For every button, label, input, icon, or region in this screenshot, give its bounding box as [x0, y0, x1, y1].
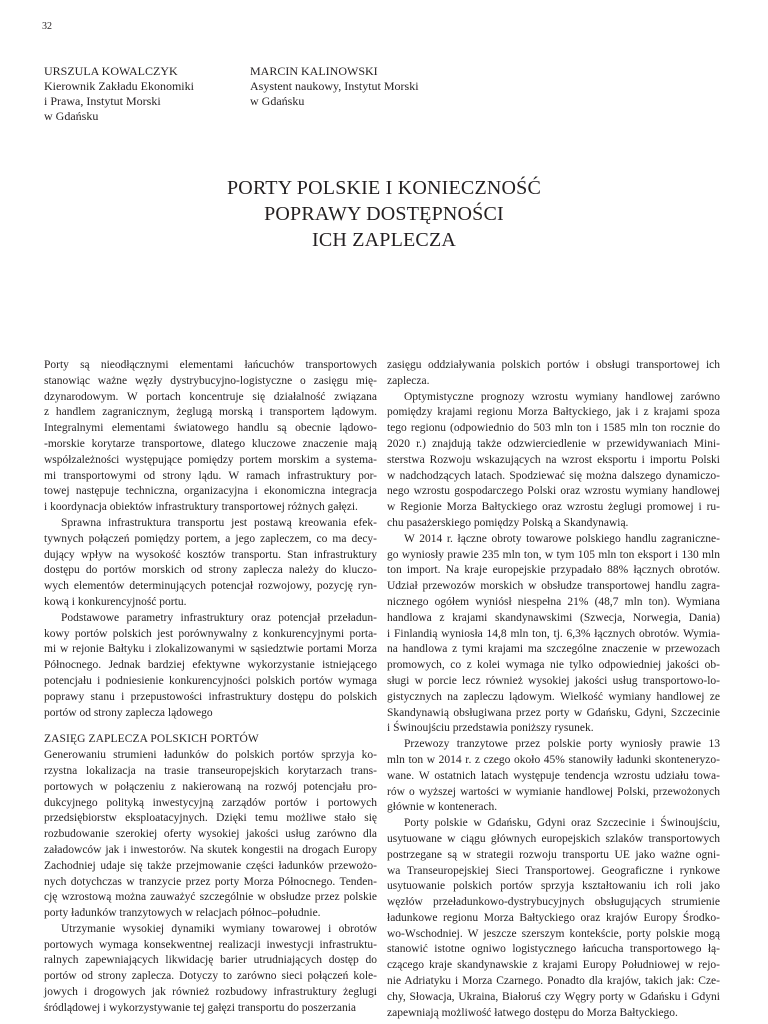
text-line: Integralnymi elementami światowego handlu są obecnie lądowo- [44, 422, 377, 435]
article-title [0, 175, 768, 253]
text-line: promowych, co z kolei wymaga nie tylko odpowiedniej jakości ob- [387, 659, 720, 672]
text-line: mi transportowymi od strony lądu. W ramach infrastruktury por- [44, 469, 377, 482]
text-line: sługi w porcie lecz również wysokiej jakości usług transportowo-lo- [387, 674, 720, 687]
text-line: portów od strony zaplecza lądowego [44, 706, 213, 719]
text-line: i koordynacja obiektów infrastruktury transportowej różnych gałęzi. [44, 501, 358, 514]
page-number: 32 [42, 21, 52, 32]
text-line: Utrzymanie wysokiej dynamiki wymiany towarowej i obrotów [61, 922, 377, 935]
text-line: i Świnoujściu przedstawia poniższy rysunek. [387, 722, 594, 735]
left-section-body [44, 748, 377, 1017]
text-line: W 2014 r. łączne obroty towarowe polskiego handlu zagraniczne- [404, 532, 720, 545]
text-line: Skandynawią obsługiwana przez porty w Gdańsku, Gdyni, Szczecinie [387, 706, 720, 719]
text-line: towej następuje techniczna, organizacyjna i ekonomiczna integracja [44, 485, 377, 498]
text-line: kowy portów polskich jest porównywalny z konkurencyjnymi porta- [44, 627, 377, 640]
text-line: pomiędzy krajami regionu Morza Bałtyckiego, jak i z krajami spoza [387, 406, 720, 419]
text-line: głównie w kontenerach. [387, 801, 498, 814]
text-line: stanowić istotne ogniwo logistycznego łańcucha transportowego łą- [387, 943, 720, 956]
author-affiliation-line: Kierownik Zakładu Ekonomiki [44, 79, 194, 93]
text-line: w Regionie Morza Bałtyckiego oraz wzrostu żeglugi promowej i ru- [387, 501, 720, 514]
text-line: tego regionu (odpowiednio do 503 mln ton i 1585 mln ton rocznie do [387, 422, 720, 435]
author-affiliation-line: w Gdańsku [250, 94, 305, 108]
paragraph [44, 611, 377, 722]
text-line: go wyniosły prawie 235 mln ton, w tym 105 mln ton eksport i 130 mln [387, 548, 720, 561]
text-line: portów od strony zaplecza. Dotyczy to zarówno sieci połączeń kole- [44, 970, 377, 983]
text-line: dujący wpływ na wysokość kosztów transportu. Stan infrastruktury [44, 548, 377, 561]
text-line: wo-Wschodniej. W jeszcze szerszym kontekście, porty polskie mogą [387, 927, 720, 940]
text-line: cję wzrostową można zauważyć szczególnie w obsłudze przez polskie [44, 891, 377, 904]
text-line: śródlądowej i wykorzystywanie tej gałęzi transportu do poszerzania [44, 1001, 356, 1014]
section-heading: ZASIĘG ZAPLECZA POLSKICH PORTÓW [44, 733, 259, 746]
text-line: załadowców jak i inwestorów. Na skutek kongestii na drogach Europy [44, 843, 377, 856]
text-line: Optymistyczne prognozy wzrostu wymiany handlowej zarówno [404, 390, 720, 403]
text-line: dzynarodowym. W portach koncentruje się działalność związana [44, 390, 377, 403]
text-line: jowych i drogowych jak również rozbudowy infrastruktury żeglugi [44, 986, 377, 999]
text-line: usytuowane w ciągu głównych europejskich szlaków transportowych [387, 832, 720, 845]
paragraph [44, 358, 377, 516]
author-block-2 [250, 64, 419, 109]
title-line: PORTY POLSKIE I KONIECZNOŚĆ [226, 177, 542, 199]
paragraph [44, 922, 377, 1017]
paragraph [387, 358, 720, 390]
text-line: węzłów przeładunkowo-dystrybucyjnych obsługujących strumienie [387, 896, 720, 909]
author-name: URSZULA KOWALCZYK [44, 64, 178, 78]
author-affiliation-line: i Prawa, Instytut Morski [44, 94, 161, 108]
text-line: w nadchodzących latach. Spodziewać się można dalszego dynamiczo- [387, 469, 720, 482]
text-line: Przewozy tranzytowe przez polskie porty wyniosły prawie 13 [404, 738, 720, 751]
text-line: potencjału i podniesienie konkurencyjności polskich portów wymaga [44, 674, 377, 687]
text-line: 2020 r.) znajdują także odzwierciedlenie w przewidywaniach Mini- [387, 437, 720, 450]
text-line: portowych wymaga konsekwentnej realizacji inwestycji infrastruktu- [44, 938, 377, 951]
text-line: chu pasażerskiego pomiędzy Polską a Skandynawią. [387, 516, 629, 529]
text-line: Północnego. Jednak bardziej efektywne wykorzystanie istniejącego [44, 659, 377, 672]
text-line: rozbudowanie szerokiej oferty wysokiej jakości usług zarówno dla [44, 828, 377, 841]
paragraph [44, 748, 377, 922]
paragraph [387, 816, 720, 1021]
text-line: kową i konkurencyjność portu. [44, 595, 187, 608]
paragraph [44, 516, 377, 611]
text-line: wych elementów determinujących potencjał rozwojowy, pozycję ryn- [44, 580, 377, 593]
text-line: z handlem zagranicznym, żeglugą morską i transportem lądowym. [44, 406, 377, 419]
text-line: nie Adriatyku i Morza Czarnego. Ponadto dla krajów, takich jak: Cze- [387, 975, 720, 988]
text-line: portowych w połączeniu z nakierowaną na rozwój potencjału pro- [44, 780, 377, 793]
text-line: dukcyjnego polityką inwestycyjną zarządów portów i portowych [44, 796, 377, 809]
text-line: Udział przewozów morskich w obsłudze transportowej handlu zagra- [387, 580, 720, 593]
text-line: gistycznych na zapleczu lądowym. Wielkość wymiany handlowej ze [387, 690, 720, 703]
text-line: stanowiąc ważne węzły dystrybucyjno-logistyczne o zasięgu mię- [44, 374, 377, 387]
text-line: tywnych połączeń pomiędzy portem, a jego zapleczem, co ma decy- [44, 532, 377, 545]
text-line: czącego kraje skandynawskie z krajami Europy Południowej w rejo- [387, 959, 720, 972]
text-line: mln ton w 2014 r. z czego około 45% stanowiły ładunki skonteneryzo- [387, 753, 720, 766]
text-line: porty ładunków tranzytowych w relacjach północ–południe. [44, 907, 321, 920]
text-line: nicznego ogółem wyniósł niespełna 21% (48,7 mln ton). Wymiana [387, 595, 720, 608]
left-intro [44, 358, 377, 721]
text-line: poprawy stanu i przepustowości infrastruktury dostępu do polskich [44, 690, 377, 703]
text-line: ładunkowe regionu Morza Bałtyckiego oraz krajów Europy Środko- [387, 911, 720, 924]
text-line: -morskie korytarze transportowe, dlatego kluczowe znaczenie mają [44, 437, 377, 450]
author-affiliation-line: w Gdańsku [44, 109, 99, 123]
text-line: zapewniają możliwość łatwego dostępu do Morza Bałtyckiego. [387, 1006, 678, 1019]
right-body [387, 358, 720, 1021]
title-line: ICH ZAPLECZA [311, 229, 457, 251]
paragraph [387, 737, 720, 816]
text-line: wane. W ostatnich latach występuje tendencja wzrostu udziału towa- [387, 769, 720, 782]
text-line: Porty są nieodłącznymi elementami łańcuchów transportowych [44, 359, 377, 371]
text-line: handlowa z krajami skandynawskimi (Szwecja, Norwegia, Dania) [387, 611, 720, 624]
right-column [387, 358, 720, 1021]
text-line: ralnych zapewniających likwidację barier utrudniających dostęp do [44, 954, 377, 967]
text-line: rów o wyższej wartości w wymianie handlowej Polski, przewożonych [387, 785, 720, 798]
text-line: usytuowanie polskich portów sprzyja kształtowaniu ich roli jako [387, 880, 720, 893]
text-line: dostępu do portów morskich od strony zaplecza należy do kluczo- [44, 564, 377, 577]
text-line: zaplecza. [387, 374, 430, 387]
text-line: zasięgu oddziaływania polskich portów i obsługi transportowej ich [387, 359, 720, 371]
text-line: nych dotychczas w tranzycie przez porty Morza Północnego. Tenden- [44, 875, 377, 888]
text-line: rzystna lokalizacja na trasie transeuropejskich korytarzach trans- [44, 764, 377, 777]
left-column [44, 358, 377, 1017]
paragraph [387, 390, 720, 532]
text-line: wa Transeuropejskiej Sieci Transportowej. Geograficzne i rynkowe [387, 864, 720, 877]
text-line: Generowaniu strumieni ładunków do polskich portów sprzyja ko- [44, 749, 377, 762]
text-line: na handlowa z tymi krajami ma szczególne znaczenie w przewozach [387, 643, 720, 656]
text-line: i Finlandią wyniosła 14,8 mln ton, tj. 6,3% łącznych obrotów. Wymia- [387, 627, 720, 640]
text-line: Zachodniej udaje się także przejmowanie części ładunków przewożo- [44, 859, 377, 872]
text-line: ton import. Na kraje europejskie przypadało 88% łącznych obrotów. [387, 564, 720, 577]
text-line: Sprawna infrastruktura transportu jest postawą kreowania efek- [61, 516, 377, 529]
text-line: chy, Słowacja, Ukraina, Białoruś czy Węgry porty w Gdańsku i Gdyni [387, 990, 720, 1003]
paragraph [387, 532, 720, 737]
author-affiliation-line: Asystent naukowy, Instytut Morski [250, 79, 419, 93]
text-line: postrzegane są w strategii rozwoju transportu UE jako ważne ogni- [387, 848, 720, 861]
text-line: sterstwa Rozwoju wskazujących na wzrost eksportu i importu Polski [387, 453, 720, 466]
text-line: Podstawowe parametry infrastruktury oraz potencjał przeładun- [61, 611, 377, 624]
text-line: współzależności występujące pomiędzy portem morskim a systema- [44, 453, 377, 466]
text-line: przedsiębiorstw eksploatacyjnych. Dzięki temu możliwe stało się [44, 812, 377, 825]
text-line: nego wzrostu gospodarczego Polski oraz wzrostu wymiany handlowej [387, 485, 720, 498]
text-line: mi w rejonie Bałtyku i zlokalizowanymi w sąsiedztwie portami Morza [44, 643, 377, 656]
author-block-1 [44, 64, 194, 124]
author-name: MARCIN KALINOWSKI [250, 64, 378, 78]
title-line: POPRAWY DOSTĘPNOŚCI [264, 203, 504, 225]
text-line: Porty polskie w Gdańsku, Gdyni oraz Szczecinie i Świnoujściu, [404, 817, 720, 830]
